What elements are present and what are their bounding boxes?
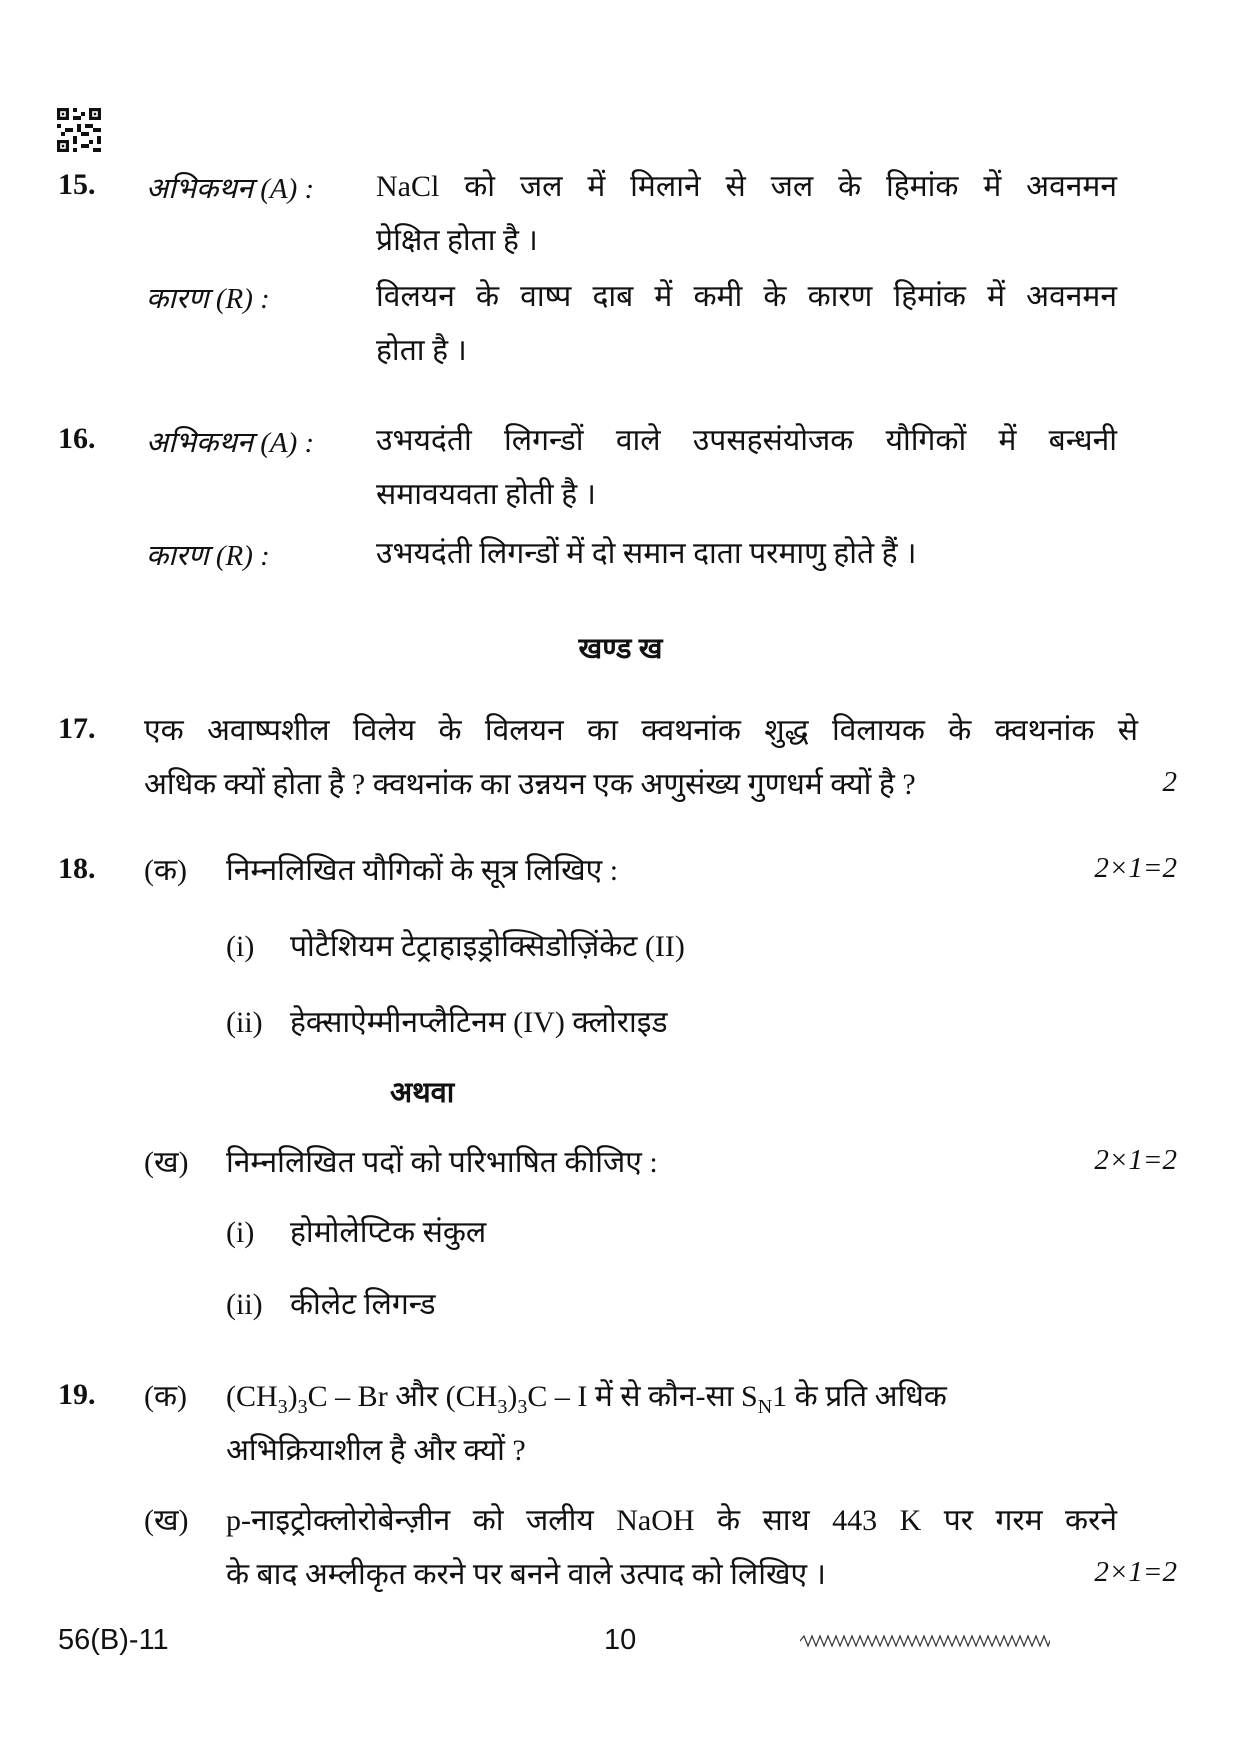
q19-part-a-label: (क) [144,1380,188,1413]
qr-code-icon [57,108,101,152]
q15-reason-line-1: विलयन के वाष्प दाब में कमी के कारण हिमांक में अवनमन [376,280,1117,313]
question-number-19: 19. [58,1378,96,1411]
q19-part-b-line-2: के बाद अम्लीकृत करने पर बनने वाले उत्पाद को लिखिए । [226,1558,826,1591]
q15-assertion-line-1: NaCl को जल में मिलाने से जल के हिमांक में अवनमन [376,170,1117,203]
q18-part-a-text: निम्नलिखित यौगिकों के सूत्र लिखिए : [226,854,619,887]
reason-label: कारण (R) : [146,283,270,315]
q19-marks: 2×1=2 [1094,1556,1177,1588]
question-number-16: 16. [58,422,96,455]
question-number-18: 18. [58,852,96,885]
q17-line-2: अधिक क्यों होता है ? क्वथनांक का उन्नयन एक अणुसंख्य गुणधर्म क्यों है ? [144,768,916,801]
q17-marks: 2 [1162,766,1177,798]
or-separator: अथवा [390,1077,455,1109]
assertion-label: अभिकथन (A) : [146,427,315,459]
section-heading: खण्ड ख [578,633,663,665]
q18-b-item-i-label: (i) [226,1216,255,1249]
q18-a-item-i-text: पोटैशियम टेट्राहाइड्रोक्सिडोज़िंकेट (II) [290,930,685,963]
q19-part-b-label: (ख) [144,1504,189,1537]
q18-a-item-ii-label: (ii) [226,1006,263,1039]
q18-a-item-i-label: (i) [226,930,255,963]
question-number-15: 15. [58,168,96,201]
q19-part-a-line-2: अभिक्रियाशील है और क्यों ? [226,1434,526,1467]
reason-label: कारण (R) : [146,540,270,572]
q19-part-a-line-1: $(CH_3)_3C$ – Br और $(CH_3)_3C$ – I में से कौन-सा $S_N1$ के प्रति अधिक [226,1380,947,1418]
assertion-label: अभिकथन (A) : [146,173,315,205]
paper-code: 56(B)-11 [58,1624,169,1656]
q18-part-b-marks: 2×1=2 [1094,1144,1177,1176]
q18-part-b-text: निम्नलिखित पदों को परिभाषित कीजिए : [226,1146,658,1179]
question-number-17: 17. [58,712,96,745]
q18-b-item-ii-text: कीलेट लिगन्ड [290,1288,436,1321]
q15-reason-line-2: होता है । [376,334,467,367]
decorative-squiggle-line [800,1634,1050,1648]
q19-part-b-line-1: p-नाइट्रोक्लोरोबेन्ज़ीन को जलीय NaOH के साथ 443 K पर गरम करने [226,1504,1117,1537]
q18-part-b-label: (ख) [144,1146,189,1179]
q18-part-a-marks: 2×1=2 [1094,852,1177,884]
q18-b-item-i-text: होमोलेप्टिक संकुल [290,1216,487,1249]
q17-line-1: एक अवाष्पशील विलेय के विलयन का क्वथनांक शुद्ध विलायक के क्वथनांक से [144,714,1138,747]
q15-assertion-line-2: प्रेक्षित होता है । [376,224,538,257]
q16-assertion-line-2: समावयवता होती है । [376,478,596,511]
q16-reason-line-1: उभयदंती लिगन्डों में दो समान दाता परमाणु होते हैं । [376,537,917,570]
q18-b-item-ii-label: (ii) [226,1288,263,1321]
q16-assertion-line-1: उभयदंती लिगन्डों वाले उपसहसंयोजक यौगिकों में बन्धनी [376,424,1117,457]
q18-a-item-ii-text: हेक्साऐम्मीनप्लैटिनम (IV) क्लोराइड [290,1006,668,1039]
page-number: 10 [604,1624,637,1656]
q18-part-a-label: (क) [144,854,188,887]
